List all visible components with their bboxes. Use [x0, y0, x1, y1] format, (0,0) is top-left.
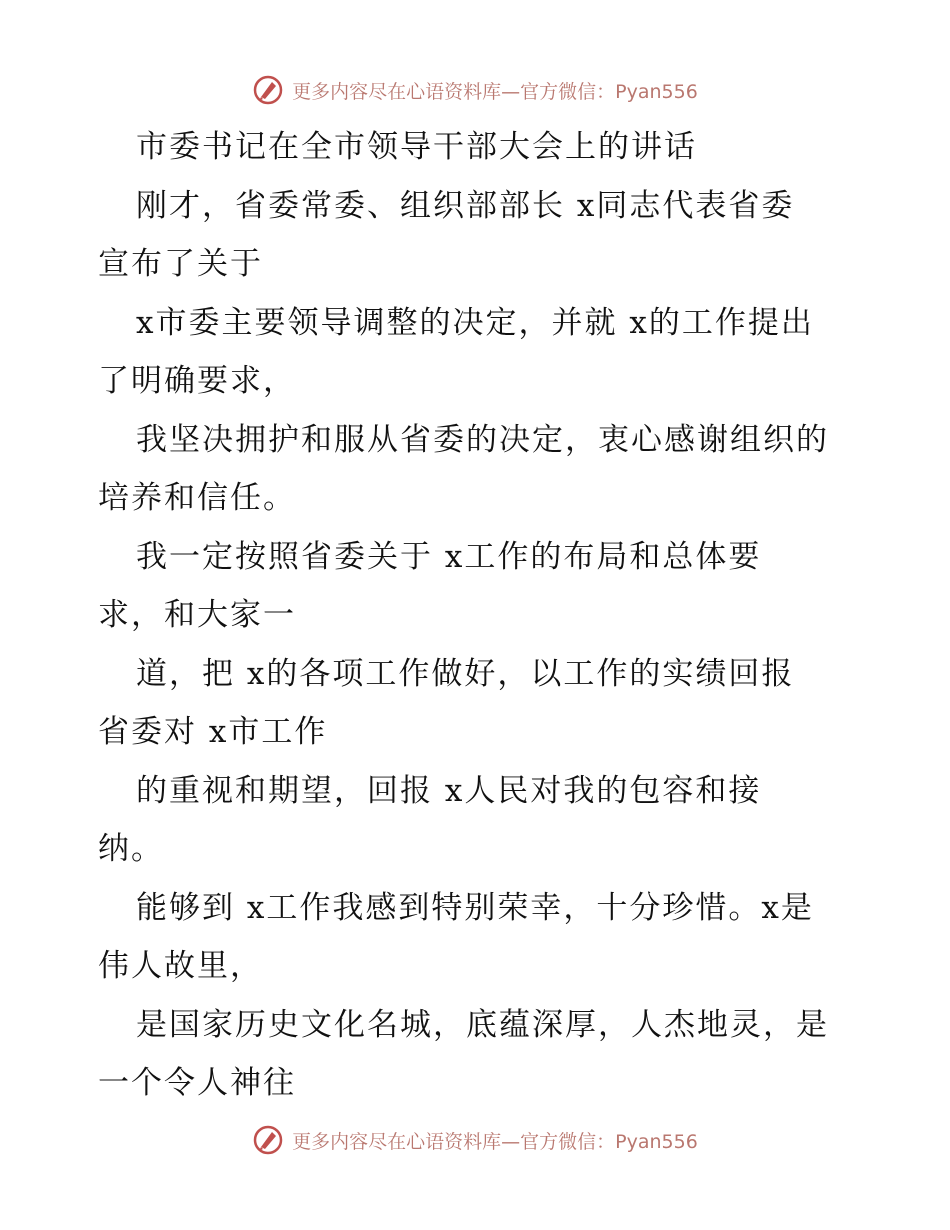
paragraph-line: 道，把 x的各项工作做好，以工作的实绩回报 [136, 655, 795, 692]
pen-nib-icon [252, 1124, 284, 1156]
paragraph-line: 是国家历史文化名城，底蕴深厚，人杰地灵，是 [136, 1006, 829, 1043]
footer-banner [0, 1120, 950, 1160]
paragraph-line: 纳。 [98, 831, 164, 867]
paragraph-line: x市委主要领导调整的决定，并就 x的工作提出 [136, 304, 814, 341]
header-banner [0, 70, 950, 110]
footer-banner-text: 更多内容尽在心语资料库—官方微信：Pyan556 [292, 1130, 698, 1153]
paragraph-line: 了明确要求， [98, 363, 296, 399]
header-banner-text: 更多内容尽在心语资料库—官方微信：Pyan556 [292, 80, 698, 103]
paragraph-line: 求，和大家一 [98, 597, 296, 633]
paragraph-line: 我一定按照省委关于 x工作的布局和总体要 [136, 538, 762, 575]
paragraph-line: 的重视和期望，回报 x人民对我的包容和接 [136, 772, 762, 809]
paragraph-line: 一个令人神往 [98, 1065, 296, 1101]
paragraph-line: 伟人故里， [98, 948, 263, 984]
paragraph-line: 我坚决拥护和服从省委的决定，衷心感谢组织的 [136, 421, 829, 458]
paragraph-line: 能够到 x工作我感到特别荣幸，十分珍惜。x是 [136, 889, 814, 926]
pen-nib-icon [252, 74, 284, 106]
paragraph-line: 宣布了关于 [98, 246, 263, 282]
paragraph-line: 培养和信任。 [98, 480, 296, 516]
document-body [98, 118, 858, 1113]
paragraph-line: 省委对 x市工作 [98, 714, 328, 750]
paragraph-line: 刚才，省委常委、组织部部长 x同志代表省委 [136, 187, 795, 224]
document-title: 市委书记在全市领导干部大会上的讲话 [136, 129, 697, 165]
